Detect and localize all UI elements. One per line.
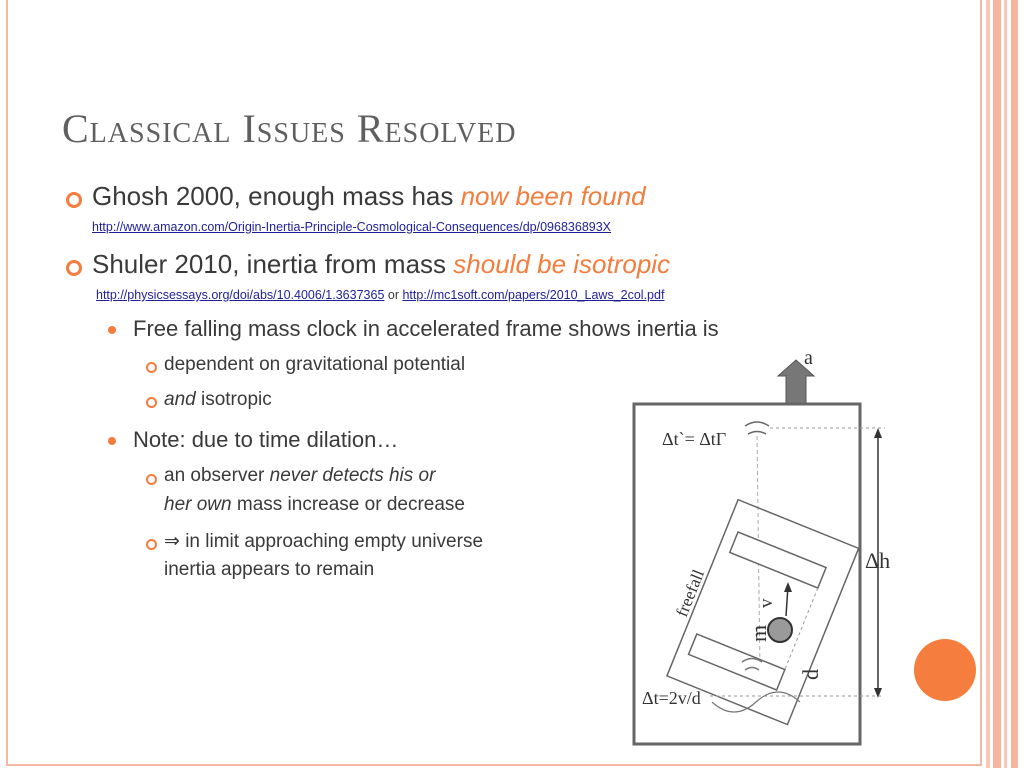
bullet-dot-icon: [108, 326, 116, 334]
item-observer-italic: never detects his or: [269, 465, 436, 486]
label-freefall: freefall: [672, 566, 709, 620]
bullet-ghosh-text: Ghosh 2000, enough mass has: [92, 181, 461, 211]
wave-curve: [712, 692, 800, 712]
freefall-diagram-svg: [620, 346, 905, 756]
border-stripe: [986, 0, 990, 768]
bullet-ring-icon: [66, 260, 82, 276]
item-isotropic-text: isotropic: [195, 389, 272, 410]
bullet-dot-icon: [108, 437, 116, 445]
border-stripe: [1011, 0, 1018, 768]
item-isotropic: [164, 389, 272, 411]
item-observer-line2: [164, 494, 465, 516]
bullet-ring-icon: [66, 192, 82, 208]
bullet-shuler: [92, 249, 670, 280]
slide-title: Classical Issues Resolved: [62, 106, 517, 151]
upper-plate: [730, 532, 826, 588]
label-a: a: [804, 347, 813, 369]
sub-bullet-freefall: Free falling mass clock in accelerated frame shows inertia is: [133, 316, 719, 341]
ghosh-link-line: [92, 220, 611, 234]
bullet-ring-icon: [146, 397, 157, 408]
mc1soft-link[interactable]: http://mc1soft.com/papers/2010_Laws_2col.pdf: [402, 288, 665, 302]
item-observer-line2-text: mass increase or decrease: [231, 494, 465, 515]
item-observer-line2-italic: her own: [164, 494, 232, 515]
border-stripe: [1004, 0, 1007, 768]
item-isotropic-italic: and: [164, 389, 196, 410]
item-observer-line1: [164, 465, 435, 487]
border-stripe: [993, 0, 1001, 768]
item-observer-text: an observer: [164, 465, 270, 486]
freefall-diagram: [620, 346, 905, 756]
bullet-ring-icon: [146, 539, 157, 550]
shuler-link-line: [96, 288, 664, 302]
mass-ball: [768, 618, 792, 642]
label-m: m: [746, 624, 771, 642]
decorative-orange-circle: [914, 639, 976, 701]
label-dt-top: Δt`= ΔtΓ: [662, 429, 727, 449]
implies-symbol: ⇒: [164, 531, 180, 552]
sub-bullet-time-dilation: Note: due to time dilation…: [133, 427, 399, 452]
bullet-ring-icon: [146, 362, 157, 373]
bullet-ghosh: [92, 181, 646, 212]
bullet-shuler-text: Shuler 2010, inertia from mass: [92, 249, 454, 279]
top-emitter: [745, 422, 769, 434]
ghosh-amazon-link[interactable]: http://www.amazon.com/Origin-Inertia-Principle-Cosmological-Consequences/dp/096836893X: [92, 220, 612, 234]
bullet-shuler-highlight: should be isotropic: [453, 249, 671, 279]
label-d: d: [798, 669, 823, 680]
velocity-arrow-head: [784, 582, 792, 592]
item-limit-line2: inertia appears to remain: [164, 559, 375, 580]
bullet-ring-icon: [146, 474, 157, 485]
bullet-ghosh-highlight: now been found: [460, 181, 646, 211]
item-gravitational-potential: dependent on gravitational potential: [164, 354, 466, 375]
label-dh: Δh: [865, 548, 891, 573]
item-limit-line1: [164, 530, 483, 553]
link-separator: or: [384, 288, 403, 302]
delta-h-arrow-head-top: [874, 428, 882, 438]
item-limit-text: in limit approaching empty universe: [179, 531, 484, 552]
label-dt-bottom: Δt=2v/d: [642, 688, 701, 708]
label-v: v: [756, 598, 777, 608]
physicsessays-link[interactable]: http://physicsessays.org/doi/abs/10.4006/1.3637365: [96, 288, 385, 302]
